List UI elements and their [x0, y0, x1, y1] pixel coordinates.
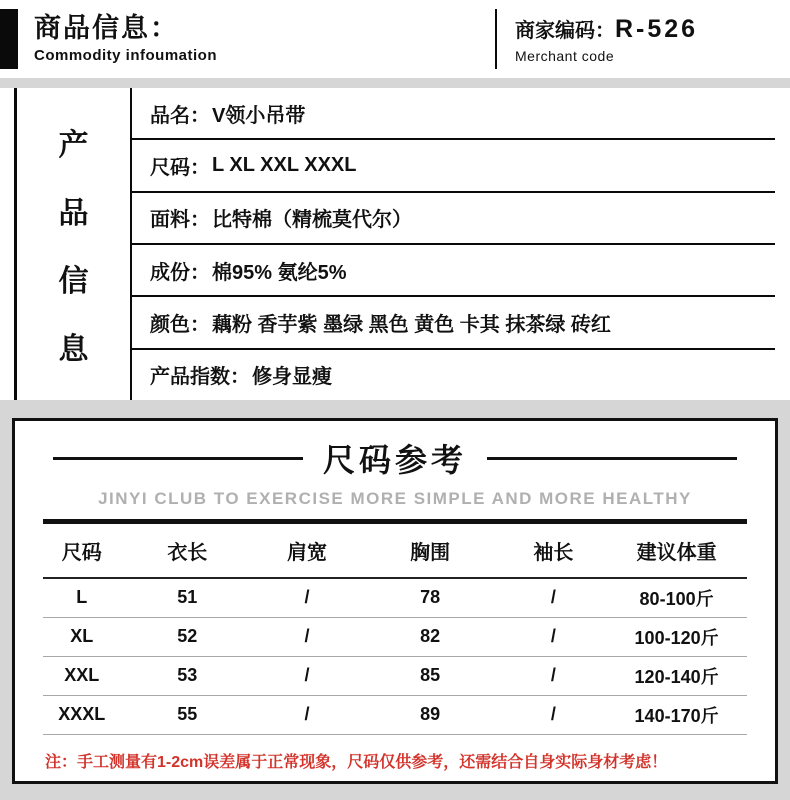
col-header-shoulder: 肩宽 — [254, 524, 360, 578]
cell: 140-170斤 — [606, 695, 747, 734]
table-left-margin — [0, 88, 14, 400]
col-header-bust: 胸围 — [360, 524, 501, 578]
size-chart — [12, 418, 778, 784]
size-chart-title: 尺码参考 — [323, 442, 468, 478]
cell: XL — [43, 617, 120, 656]
cell: 85 — [360, 656, 501, 695]
product-row-colors — [132, 297, 775, 349]
product-row-composition — [132, 245, 775, 297]
cell: 120-140斤 — [606, 656, 747, 695]
size-row-1 — [43, 617, 747, 656]
col-header-weight: 建议体重 — [606, 524, 747, 578]
size-row-2 — [43, 656, 747, 695]
product-row-fit — [132, 350, 775, 400]
cell: / — [254, 695, 360, 734]
product-info-table — [0, 88, 790, 400]
size-table-header-row — [43, 524, 747, 578]
size-table — [43, 524, 747, 735]
col-header-size: 尺码 — [43, 524, 120, 578]
cell: 82 — [360, 617, 501, 656]
cell: / — [501, 578, 607, 617]
header-title-block — [34, 14, 495, 65]
row-value: 棉95% 氨纶5% — [212, 261, 347, 284]
cell: / — [254, 656, 360, 695]
row-value: V领小吊带 — [212, 104, 306, 127]
row-value: 藕粉 香芋紫 墨绿 黑色 黄色 卡其 抹茶绿 砖红 — [212, 313, 611, 336]
size-row-0 — [43, 578, 747, 617]
size-chart-title-row — [53, 435, 737, 481]
row-label: 颜色： — [150, 313, 210, 336]
col-header-length: 衣长 — [120, 524, 254, 578]
product-row-fabric — [132, 193, 775, 245]
row-label: 成份： — [150, 261, 210, 284]
row-label: 尺码： — [150, 156, 210, 179]
title-rule-right — [487, 457, 737, 460]
spacer — [0, 78, 790, 88]
spacer — [0, 400, 790, 418]
product-info-rows — [132, 88, 775, 400]
row-value: 比特棉（精梳莫代尔） — [212, 209, 412, 232]
page-title: 商品信息： — [34, 12, 179, 43]
header-accent-bar — [0, 9, 18, 69]
cell: 55 — [120, 695, 254, 734]
row-value: 修身显瘦 — [252, 366, 332, 389]
side-label-char: 品 — [58, 197, 89, 230]
cell: 80-100斤 — [606, 578, 747, 617]
cell: / — [501, 695, 607, 734]
header — [0, 0, 790, 78]
product-info-side-label — [14, 88, 132, 400]
col-header-sleeve: 袖长 — [501, 524, 607, 578]
cell: / — [501, 617, 607, 656]
cell: XXXL — [43, 695, 120, 734]
cell: 53 — [120, 656, 254, 695]
cell: 89 — [360, 695, 501, 734]
side-label-char: 信 — [58, 265, 89, 298]
cell: 78 — [360, 578, 501, 617]
merchant-code-block — [497, 14, 698, 64]
cell: / — [254, 578, 360, 617]
cell: / — [254, 617, 360, 656]
cell: L — [43, 578, 120, 617]
merchant-code-label-en: Merchant code — [515, 48, 615, 64]
side-label-char: 息 — [58, 333, 89, 366]
cell: XXL — [43, 656, 120, 695]
merchant-code-value: R-526 — [615, 15, 699, 43]
table-right-margin — [775, 88, 790, 400]
cell: 52 — [120, 617, 254, 656]
product-row-size — [132, 140, 775, 192]
cell: / — [501, 656, 607, 695]
measurement-note: 注：手工测量有1-2cm误差属于正常现象，尺码仅供参考，还需结合自身实际身材考虑！ — [45, 753, 668, 771]
row-label: 面料： — [150, 209, 210, 232]
row-label: 产品指数： — [150, 366, 250, 389]
size-chart-subtitle: JINYI CLUB TO EXERCISE MORE SIMPLE AND MORE HEALTHY — [98, 489, 692, 508]
cell: 100-120斤 — [606, 617, 747, 656]
merchant-code-line — [515, 14, 698, 44]
title-rule-left — [53, 457, 303, 460]
merchant-code-label: 商家编码： — [515, 20, 615, 42]
side-label-char: 产 — [58, 129, 89, 162]
size-row-3 — [43, 695, 747, 734]
product-row-name — [132, 88, 775, 140]
row-label: 品名： — [150, 104, 210, 127]
row-value: L XL XXL XXXL — [212, 153, 357, 176]
page-title-en: Commodity infoumation — [34, 47, 217, 65]
cell: 51 — [120, 578, 254, 617]
